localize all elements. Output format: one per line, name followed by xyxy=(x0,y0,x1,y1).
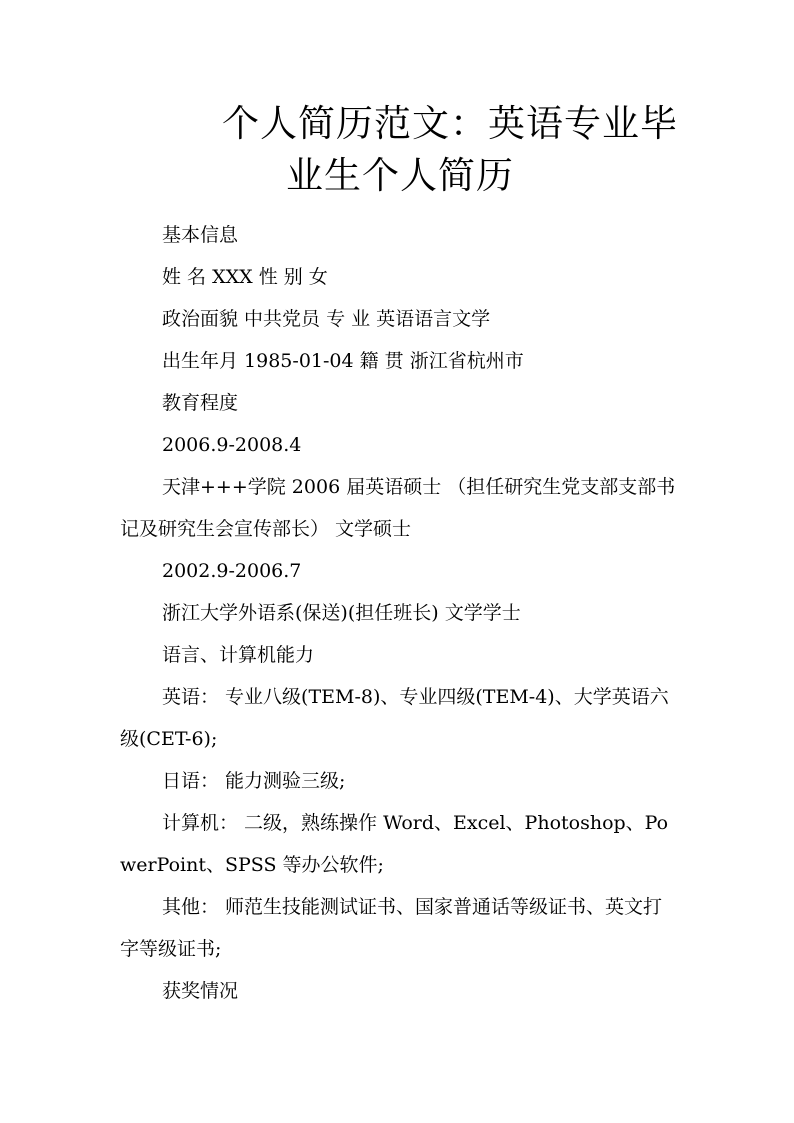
name-gender-line: 姓 名 XXX 性 别 女 xyxy=(162,266,328,288)
resume-body xyxy=(120,214,680,1012)
education-period-2: 2002.9-2006.7 xyxy=(162,560,302,582)
title-line-1: 个人简历范文：英语专业毕 xyxy=(222,102,678,145)
politics-major-line: 政治面貌 中共党员 专 业 英语语言文学 xyxy=(162,308,491,330)
title-line-2: 业生个人简历 xyxy=(286,154,514,197)
birth-hometown-line: 出生年月 1985-01-04 籍 贯 浙江省杭州市 xyxy=(162,350,524,372)
education-period-1: 2006.9-2008.4 xyxy=(162,434,302,456)
document-title xyxy=(190,98,710,202)
skill-computer: 计算机： 二级，熟练操作 Word、Excel、Photoshop、PowerPoint、SPSS 等办公软件; xyxy=(120,812,669,876)
education-detail-1: 天津+++学院 2006 届英语硕士 （担任研究生党支部支部书记及研究生会宣传部长） 文学硕士 xyxy=(120,476,676,540)
section-heading-education: 教育程度 xyxy=(162,392,239,414)
skill-other: 其他： 师范生技能测试证书、国家普通话等级证书、英文打字等级证书; xyxy=(120,896,663,960)
section-heading-awards: 获奖情况 xyxy=(162,980,239,1002)
section-heading-skills: 语言、计算机能力 xyxy=(162,644,315,666)
skill-english: 英语： 专业八级(TEM-8)、专业四级(TEM-4)、大学英语六级(CET-6); xyxy=(120,686,669,750)
education-detail-2: 浙江大学外语系(保送)(担任班长) 文学学士 xyxy=(162,602,521,624)
section-heading-basic-info: 基本信息 xyxy=(162,224,239,246)
skill-japanese: 日语： 能力测验三级; xyxy=(162,770,346,792)
